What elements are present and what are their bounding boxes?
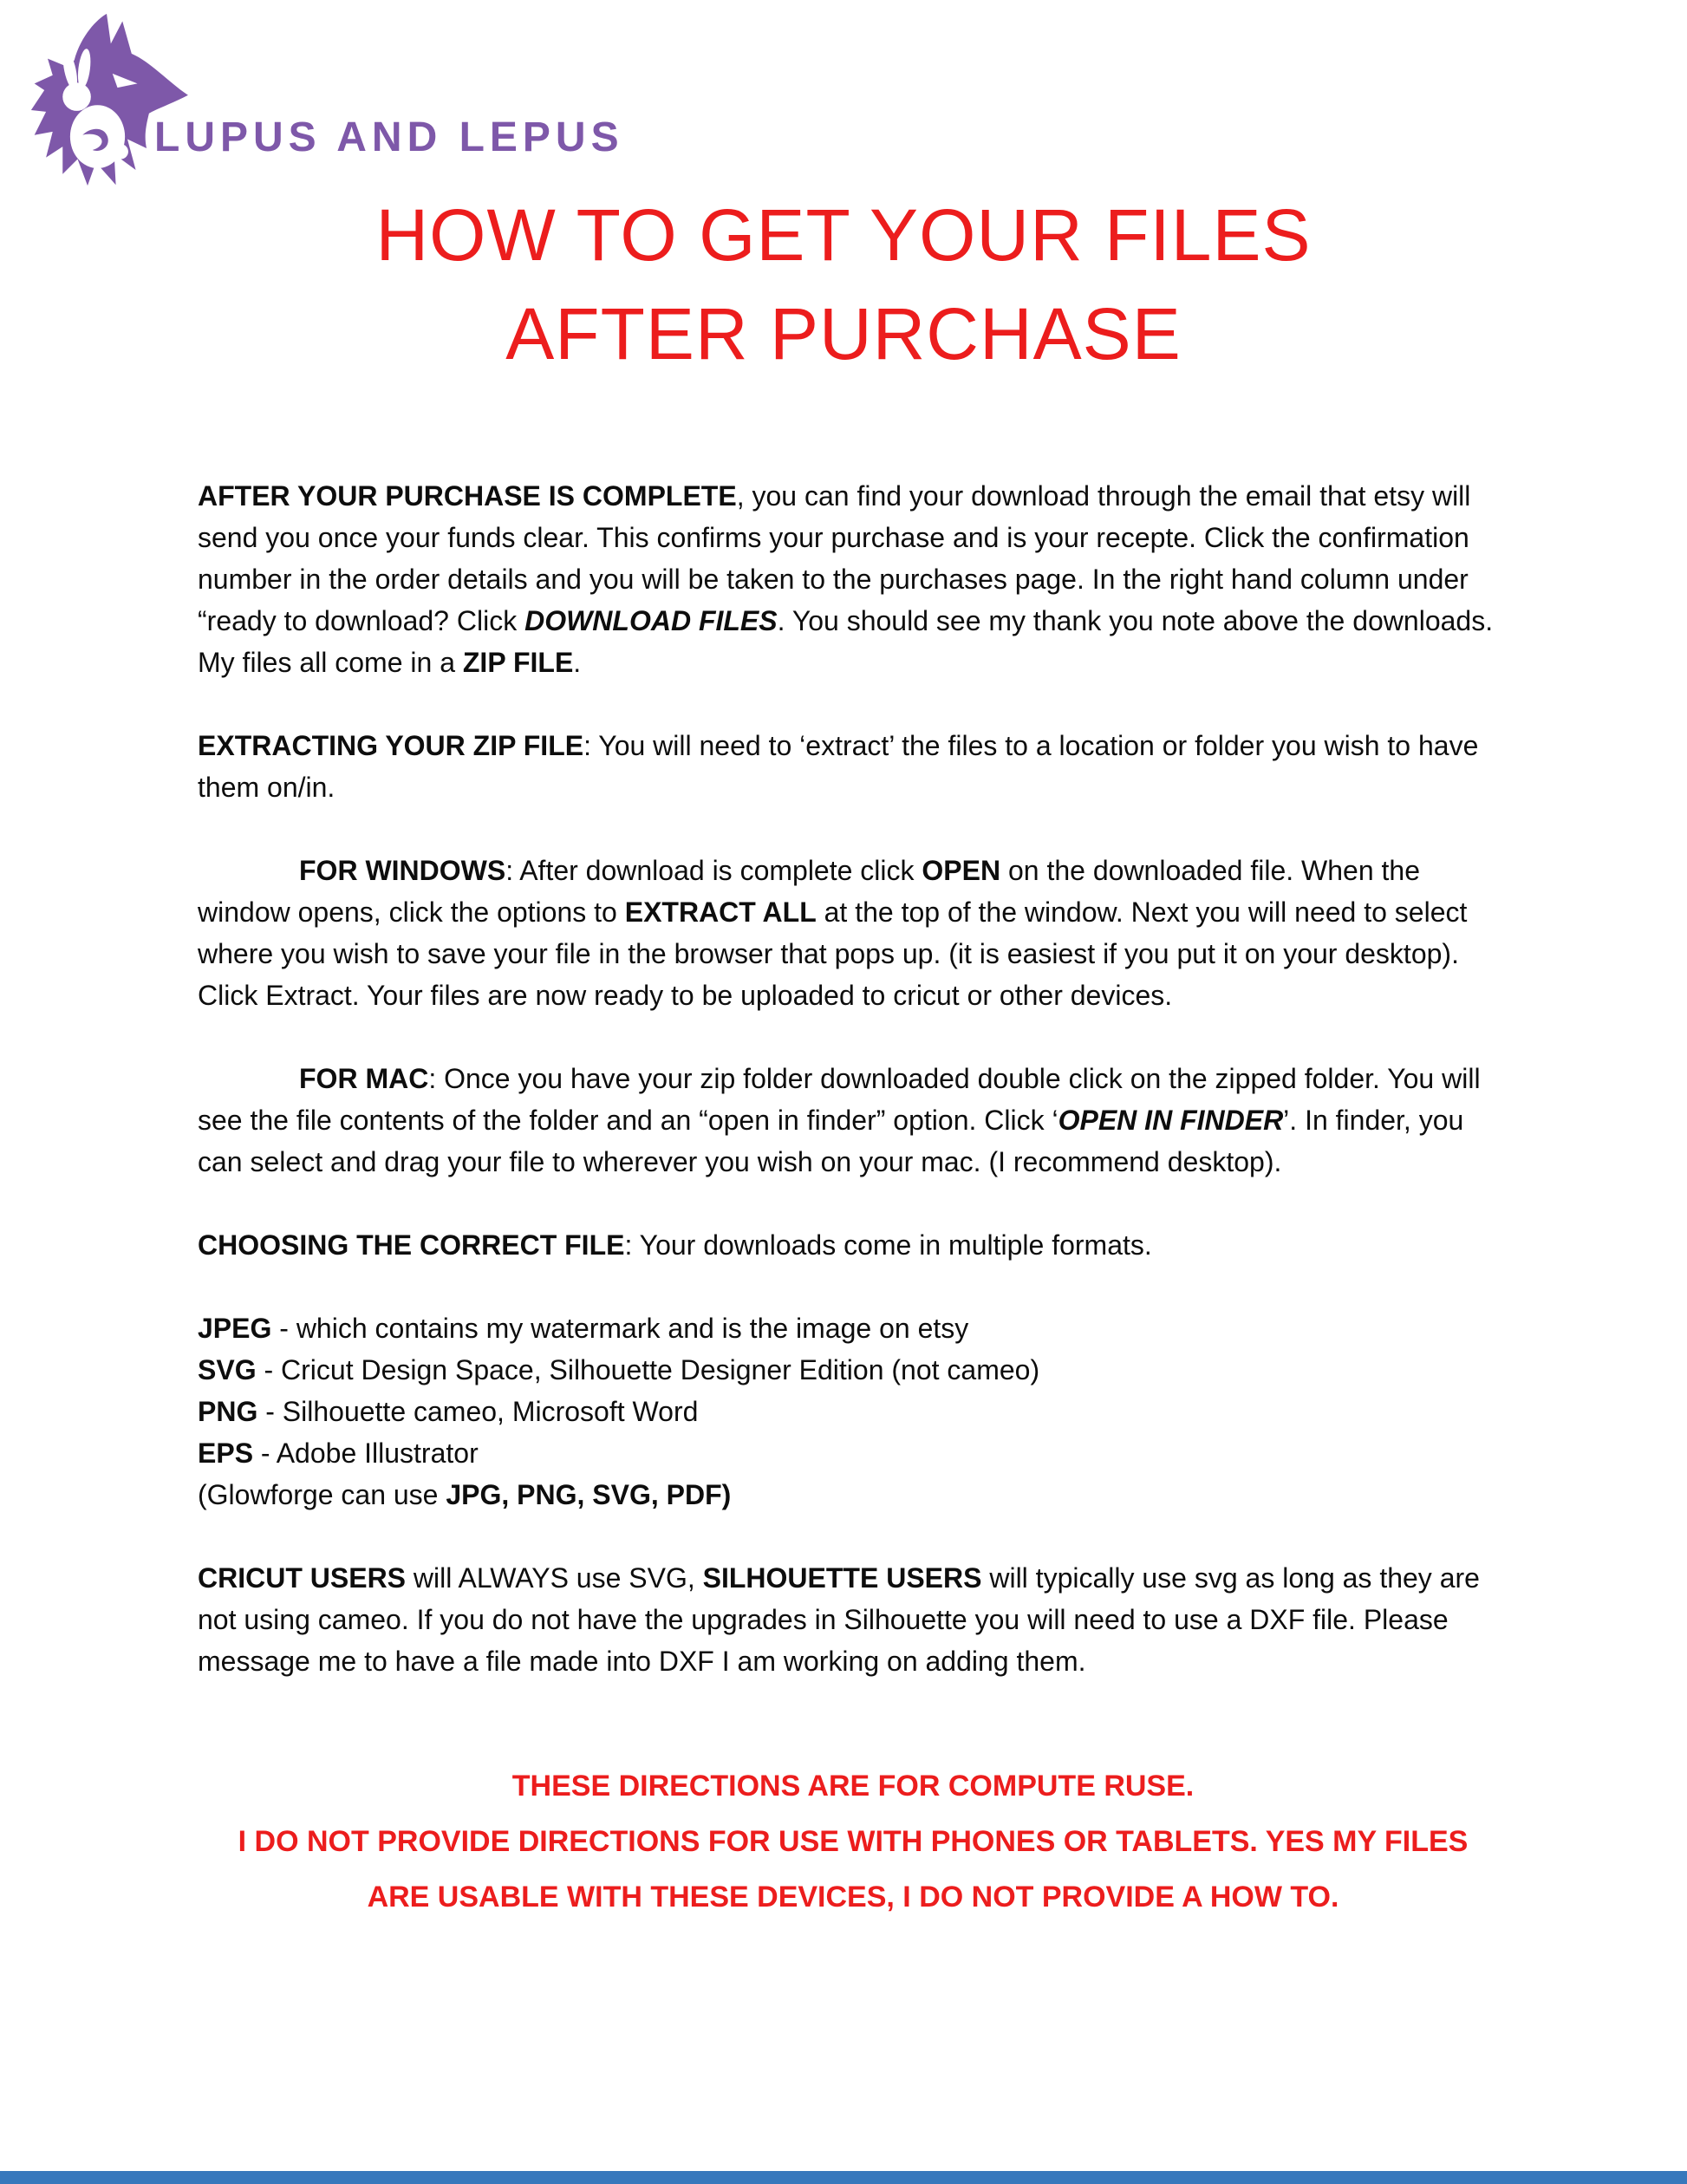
wolf-rabbit-icon — [24, 10, 191, 189]
device-notice — [198, 1758, 1508, 1925]
paragraph-choosing-file: CHOOSING THE CORRECT FILE: Your downloads come in multiple formats. — [198, 1229, 1152, 1261]
page-title — [0, 186, 1687, 383]
paragraph-for-windows: FOR WINDOWS: After download is complete click OPEN on the downloaded file. When the window opens, click the options to EXTRACT ALL at the top of the window. Next you will need to select where you wish to save your file in the browser that pops up. (it is easiest if you put it on your desktop). Click Extract. Your files are now ready to be uploaded to cricut or other devices. — [198, 855, 1468, 1011]
paragraph-extracting-zip: EXTRACTING YOUR ZIP FILE: You will need to ‘extract’ the files to a location or folder you wish to have them on/in. — [198, 730, 1479, 803]
lupus-lepus-logo — [24, 10, 624, 189]
format-line-jpeg: JPEG - which contains my watermark and is the image on etsy — [198, 1313, 969, 1344]
format-line-eps: EPS - Adobe Illustrator — [198, 1438, 479, 1469]
file-format-list — [198, 1307, 1508, 1516]
notice-line-1: THESE DIRECTIONS ARE FOR COMPUTE RUSE. — [511, 1770, 1195, 1803]
format-line-svg: SVG - Cricut Design Space, Silhouette Designer Edition (not cameo) — [198, 1354, 1040, 1385]
page-title-line1: HOW TO GET YOUR FILES — [375, 194, 1312, 276]
footer-bar — [0, 2171, 1687, 2184]
paragraph-for-mac: FOR MAC: Once you have your zip folder downloaded double click on the zipped folder. You will see the file contents of the folder and an “open in finder” option. Click ‘OPEN IN FINDER’. In finder, you can select and drag your file to wherever you wish on your mac. (I recommend desktop). — [198, 1063, 1481, 1177]
instructions-body — [198, 475, 1508, 1925]
format-line-png: PNG - Silhouette cameo, Microsoft Word — [198, 1396, 699, 1427]
paragraph-cricut-users: CRICUT USERS will ALWAYS use SVG, SILHOUETTE USERS will typically use svg as long as they are not using cameo. If you do not have the upgrades in Silhouette you will need to use a DXF file. Please message me to have a file made into DXF I am working on adding them. — [198, 1562, 1480, 1677]
format-line-glowforge: (Glowforge can use JPG, PNG, SVG, PDF) — [198, 1479, 732, 1510]
brand-name: LUPUS AND LEPUS — [154, 114, 624, 160]
notice-line-2: I DO NOT PROVIDE DIRECTIONS FOR USE WITH PHONES OR TABLETS. YES MY FILES — [238, 1825, 1469, 1858]
notice-line-3: ARE USABLE WITH THESE DEVICES, I DO NOT PROVIDE A HOW TO. — [367, 1881, 1339, 1913]
page-title-line2: AFTER PURCHASE — [505, 293, 1182, 375]
paragraph-after-purchase: AFTER YOUR PURCHASE IS COMPLETE, you can find your download through the email that etsy will send you once your funds clear. This confirms your purchase and is your recepte. Click the confirmation number in the order details and you will be taken to the purchases page. In the right hand column under “ready to download? Click DOWNLOAD FILES. You should see my thank you note above the downloads. My files all come in a ZIP FILE. — [198, 480, 1494, 678]
